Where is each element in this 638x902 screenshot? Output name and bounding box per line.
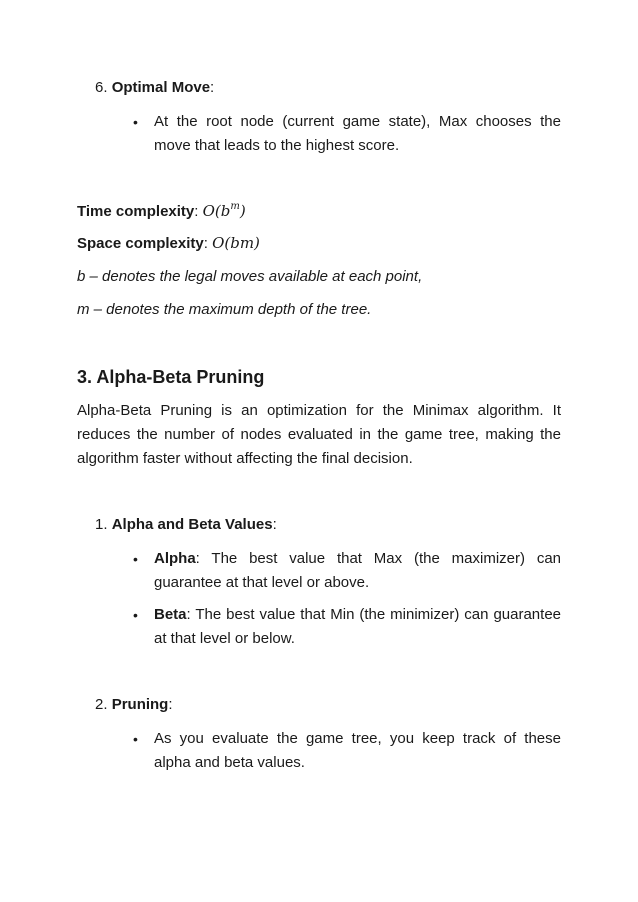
bullet-dot: • — [133, 607, 138, 623]
time-complexity-label: Time complexity — [77, 203, 195, 220]
list-number: 2. — [95, 696, 108, 713]
time-complexity-line: Time complexity: $O(b^m)$ — [77, 201, 246, 220]
note-m: m – denotes the maximum depth of the tree. — [77, 301, 372, 318]
bullet-text: At the root node (current game state), Max chooses the move that leads to the highest score. — [154, 113, 561, 154]
section-paragraph: Alpha-Beta Pruning is an optimization for the Minimax algorithm. It reduces the number of nodes evaluated in the game tree, making the algorithm faster without affecting the final decision. — [77, 402, 561, 467]
list-number: 6. — [95, 79, 108, 96]
space-complexity-value: O(bm) — [212, 234, 260, 252]
bullet-dot: • — [133, 114, 138, 130]
bullet-text: Beta: The best value that Min (the minimizer) can guarantee at that level or below. — [154, 606, 561, 647]
time-complexity-value: $O(b^m)$ — [202, 201, 246, 220]
bullet-text: Alpha: The best value that Max (the maximizer) can guarantee at that level or above. — [154, 550, 561, 591]
list-item-optimal-move: 6. Optimal Move: — [95, 79, 215, 96]
list-number: 1. — [95, 516, 108, 533]
space-complexity-label: Space complexity — [77, 235, 204, 252]
bullet-dot: • — [133, 731, 138, 747]
note-b: b – denotes the legal moves available at each point, — [77, 268, 423, 285]
beta-label: Beta — [154, 606, 187, 623]
space-complexity-line: Space complexity: O(bm) — [77, 234, 260, 252]
alpha-label: Alpha — [154, 550, 196, 567]
bullet-dot: • — [133, 551, 138, 567]
list-title: Alpha and Beta Values — [111, 516, 273, 533]
bullet-text: As you evaluate the game tree, you keep track of these alpha and beta values. — [154, 730, 561, 771]
list-title: Optimal Move — [111, 79, 211, 96]
section-heading: 3. Alpha-Beta Pruning — [77, 367, 265, 387]
list-title: Pruning — [111, 696, 169, 713]
list-item-pruning: 2. Pruning: — [95, 696, 173, 713]
list-item-alpha-beta-values: 1. Alpha and Beta Values: — [95, 516, 277, 533]
